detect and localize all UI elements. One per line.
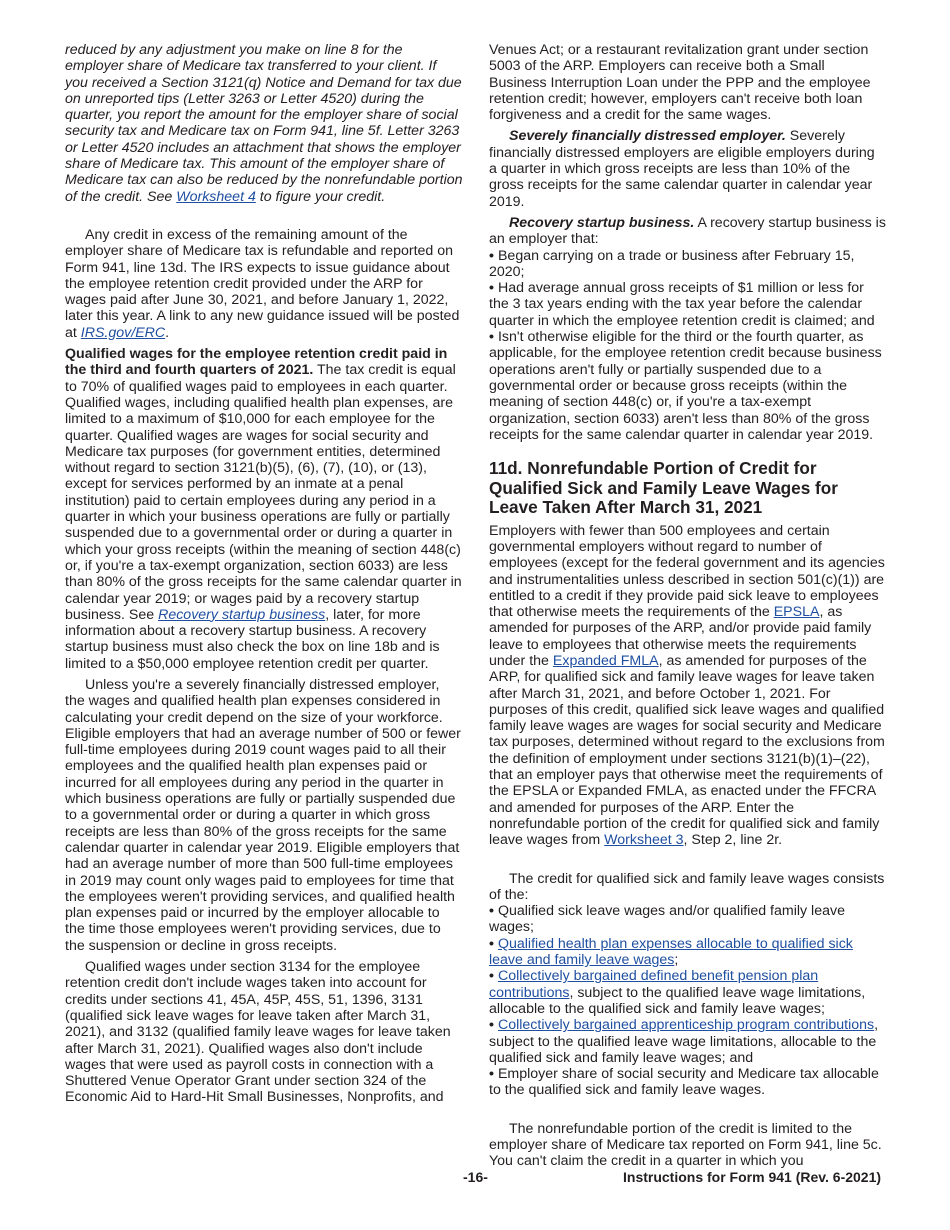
text: to figure your credit.	[255, 188, 386, 205]
irs-erc-link[interactable]: IRS.gov/ERC	[80, 324, 166, 341]
bullet-icon: •	[489, 935, 494, 952]
text: Any credit in excess of the remaining amount of the employer share of Medicare tax is refundable and reported on Form 941, line 13d. The IRS expects to issue guidance about the employee retention credit provided under the ARP for wages paid after June 30, 2021, and before January 1, 2022, later this year. A link to any new guidance issued will be posted at	[65, 226, 460, 341]
text: Qualified sick leave wages and/or qualified family leave wages;	[489, 903, 845, 936]
paragraph-credit-excess	[65, 227, 463, 341]
text: Severely financially distressed employers are eligible employers during a quarter in which gross receipts are less than 10% of the gross receipts for the same calendar quarter in calendar year 2019.	[489, 128, 875, 210]
subheading: Severely financially distressed employer.	[509, 128, 786, 145]
text: Employers with fewer than 500 employees and certain governmental employers without regard to number of employees (except for the federal government and its agencies and instrumentalities unless described in section 501(c)(1)) are entitled to a credit if they provide paid sick leave to employees that otherwise meets the requirements of the	[489, 522, 885, 621]
paragraph-credit-consists: The credit for qualified sick and family leave wages consists of the:	[489, 870, 885, 903]
text: ;	[674, 952, 679, 969]
bullet-icon: •	[489, 1017, 494, 1034]
bullet-icon: •	[489, 329, 494, 346]
paragraph-venues-act: Venues Act; or a restaurant revitalization grant under section 5003 of the ARP. Employers can receive both a Small Business Interruption Loan under the PPP and the employee retention credit; however, employers can't receive both loan forgiveness and a credit for the same wages.	[489, 42, 871, 124]
list-item	[489, 903, 886, 936]
left-column	[65, 42, 463, 1106]
bullet-icon: •	[489, 280, 494, 297]
text: Began carrying on a trade or business after February 15, 2020;	[489, 247, 855, 280]
text: , Step 2, line 2r.	[683, 832, 783, 849]
text: , as amended for purposes of the ARP, for qualified sick and family leave wages for leave taken after March 31, 2021, and before October 1, 2021. For purposes of this credit, qualified sick leave wages and qualified family leave wages are wages for social security and Medicare tax purposes, determined without regard to the exclusions from the definition of employment under sections 3121(b)(1)–(22), that an employer pays that otherwise meet the requirements of the EPSLA or Expanded FMLA, as enacted under the FFCRA and amended for purposes of the ARP. Enter the nonrefundable portion of the credit for qualified sick and family leave wages from	[489, 653, 885, 849]
apprenticeship-contributions-link[interactable]: Collectively bargained apprenticeship program contributions	[497, 1017, 875, 1034]
paragraph-recovery-startup	[489, 215, 886, 248]
paragraph-qualified-wages	[65, 346, 463, 672]
footer-title: Instructions for Form 941 (Rev. 6-2021)	[623, 1169, 882, 1185]
health-plan-expenses-link[interactable]: Qualified health plan expenses allocable to qualified sick leave and family leave wages	[489, 935, 853, 969]
list-item	[489, 248, 886, 281]
right-column	[489, 42, 886, 1170]
text: , later, for more information about a recovery startup business. A recovery startup business must also check the box on line 18b and is limited to a $50,000 employee retention credit per quarter.	[65, 606, 440, 672]
worksheet-3-link[interactable]: Worksheet 3	[604, 832, 684, 849]
text: , subject to the qualified leave wage limitations, allocable to the qualified sick and family leave wages;	[489, 984, 866, 1017]
text: reduced by any adjustment you make on line 8 for the employer share of Medicare tax transferred to your client. If you received a Section 3121(q) Notice and Demand for tax due on unreported tips (Letter 3263 or Letter 4520) during the quarter, you report the amount for the employer share of social security tax and Medicare tax on Form 941, line 5f. Letter 3263 or Letter 4520 includes an attachment that shows the employer share of Medicare tax. This amount of the employer share of Medicare tax can also be reduced by the nonrefundable portion of the credit. See	[65, 42, 463, 205]
bullet-icon: •	[489, 903, 494, 920]
text: The tax credit is equal to 70% of qualified wages paid to employees in each quarter. Qualified wages, including qualified health plan expenses, are limited to a maximum of $10,000 for each employee for the quarter. Qualified wages are wages for social security and Medicare tax purposes (for government entities, determined without regard to section 3121(b)(5), (6), (7), (10), or (13), except for services performed by an inmate at a penal institution) paid to certain employees during any period in a quarter in which your business operations are fully or partially suspended due to a governmental order or during a quarter in which your gross receipts (within the meaning of section 448(c) or, if you're a tax-exempt organization, section 6033) are less than 80% of the gross receipts for the same calendar quarter in calendar year 2019; or wages paid by a recovery startup business. See	[65, 362, 462, 623]
bullet-icon: •	[489, 968, 494, 985]
epsla-link[interactable]: EPSLA	[773, 604, 820, 621]
pension-contributions-link[interactable]: Collectively bargained defined benefit pension plan contributions	[489, 968, 819, 1001]
expanded-fmla-link[interactable]: Expanded FMLA	[552, 653, 659, 669]
section-heading-11d: 11d. Nonrefundable Portion of Credit for Qualified Sick and Family Leave Wages for Leave Taken After March 31, 2021	[489, 458, 838, 518]
italic-paragraph	[65, 42, 463, 205]
text: Isn't otherwise eligible for the third or the fourth quarter, as applicable, for the employee retention credit because business operations aren't fully or partially suspended due to a governmental order or because gross receipts (within the meaning of section 448(c) or, if you're a tax-exempt organization, section 6033) aren't less than 80% of the gross receipts for the same calendar quarter in calendar year 2019.	[489, 329, 882, 443]
list-item	[489, 936, 886, 969]
list-item	[489, 280, 886, 329]
text: A recovery startup business is an employer that:	[489, 214, 886, 248]
text: .	[165, 324, 170, 341]
paragraph-workforce: Unless you're a severely financially distressed employer, the wages and qualified health plan expenses considered in calculating your credit depend on the size of your workforce. Eligible employers that had an average number of 500 or fewer full-time employees during 2019 count wages paid to all their employees and the qualified health plan expenses paid or incurred for all employees during any period in the quarter in which business operations are fully or partially suspended due to a governmental order or during a quarter in which gross receipts are less than 80% of the gross receipts for the same calendar quarter in calendar year 2019. Eligible employers that had an average number of more than 500 full-time employees in 2019 may count only wages paid to employees for time that the employees weren't providing services, and qualified health plan expenses paid or incurred by the employer allocable to the time those employees weren't providing services, due to the suspension or decline in gross receipts.	[65, 676, 461, 954]
list-item	[489, 1066, 886, 1099]
worksheet-4-link[interactable]: Worksheet 4	[176, 188, 256, 205]
text: , as amended for purposes of the ARP, and/or provide paid family leave to employees that otherwise meets the requirements under the	[489, 604, 872, 669]
subheading: Recovery startup business.	[509, 214, 695, 231]
recovery-startup-link[interactable]: Recovery startup business	[158, 606, 326, 623]
list-item	[489, 968, 886, 1017]
bullet-icon: •	[489, 1066, 494, 1083]
text: Had average annual gross receipts of $1 million or less for the 3 tax years ending with the tax year before the calendar quarter in which the employee retention credit is claimed; and	[489, 280, 875, 329]
list-item	[489, 329, 886, 443]
text: Employer share of social security and Medicare tax allocable to the qualified sick and family leave wages.	[489, 1066, 879, 1099]
paragraph-nonrefundable-limit: The nonrefundable portion of the credit is limited to the employer share of Medicare tax reported on Form 941, line 5c. You can't claim the credit in a quarter in which you	[489, 1120, 882, 1170]
subheading: Qualified wages for the employee retention credit paid in the third and fourth quarters of 2021.	[65, 346, 448, 379]
bullet-icon: •	[489, 247, 494, 264]
paragraph-section-3134: Qualified wages under section 3134 for the employee retention credit don't include wages taken into account for credits under sections 41, 45A, 45P, 45S, 51, 1396, 3131 (qualified sick leave wages for leave taken after March 31, 2021), and 3132 (qualified family leave wages for leave taken after March 31, 2021). Qualified wages also don't include wages that were used as payroll costs in connection with a Shuttered Venue Operator Grant under section 324 of the Economic Aid to Hard-Hit Small Businesses, Nonprofits, and	[65, 959, 451, 1106]
page-number: -16-	[463, 1169, 488, 1185]
text: , subject to the qualified leave wage limitations, allocable to the qualified sick and family leave wages; and	[489, 1017, 879, 1066]
list-item	[489, 1017, 886, 1066]
paragraph-11d	[489, 523, 886, 849]
paragraph-severely-distressed	[489, 128, 886, 209]
